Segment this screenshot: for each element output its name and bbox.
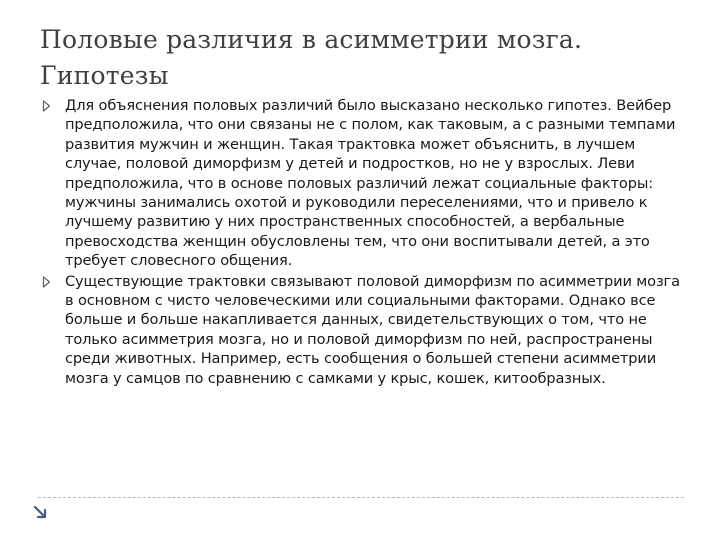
bullet-item-1	[42, 96, 690, 271]
bullet-list	[42, 96, 690, 389]
triangle-bullet-icon	[42, 276, 51, 288]
bullet-item-2	[42, 272, 690, 388]
triangle-bullet-icon	[42, 100, 51, 112]
bullet-text: Существующие трактовки связывают половой диморфизм по асимметрии мозга в основном с чисто человеческими или социальными факторами. Однако все больше и больше накапливается данных, свидетельствующих о том, что не только асимметрия мозга, но и половой диморфизм по ней, распространены среди животных. Например, есть сообщения о большей степени асимметрии мозга у самцов по сравнению с самками у крыс, кошек, китообразных.	[65, 272, 680, 387]
corner-arrow-icon	[32, 505, 48, 521]
footer-divider	[38, 497, 684, 498]
slide-title: Половые различия в асимметрии мозга. Гипотезы	[40, 25, 583, 90]
bullet-text: Для объяснения половых различий было высказано несколько гипотез. Вейбер предположила, что они связаны не с полом, как таковым, а с разными темпами развития мужчин и женщин. Такая трактовка может объяснить, в лучшем случае, половой диморфизм у детей и подростков, но не у взрослых. Леви предположила, что в основе половых различий лежат социальные факторы: мужчины занимались охотой и руководили переселениями, что и привело к лучшему развитию у них пространственных способностей, а вербальные превосходства женщин обусловлены тем, что они воспитывали детей, а это требует словесного общения.	[65, 97, 676, 270]
